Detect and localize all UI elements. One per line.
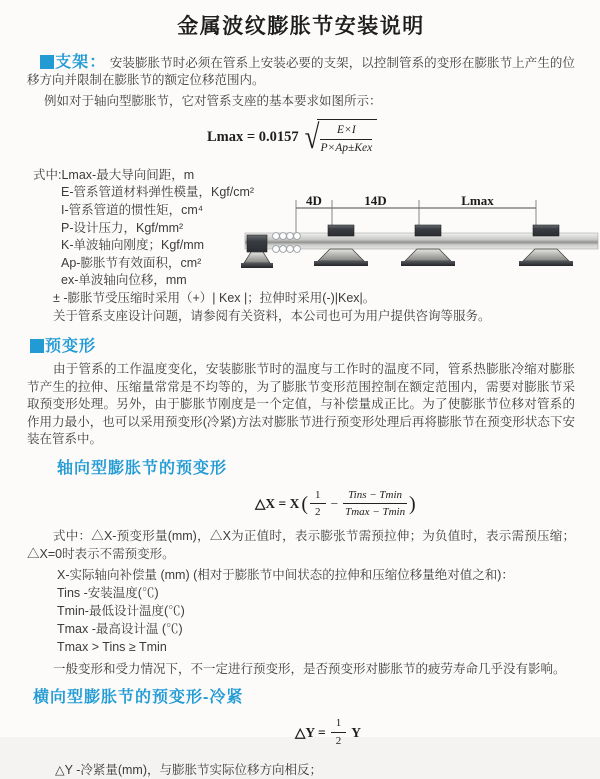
text-line: Tins -安装温度(℃) xyxy=(57,586,159,601)
close-paren: ) xyxy=(409,492,416,515)
support-example-text: 例如对于轴向型膨胀节，它对管系支座的基本要求如图所示： xyxy=(44,94,382,108)
axial-preform-formula xyxy=(255,488,575,520)
half-denominator: 2 xyxy=(335,734,342,747)
radical-sign-icon: √ xyxy=(304,118,320,156)
text-line: 式中:Lmax-最大导向间距，m xyxy=(33,167,195,182)
temp-denominator: Tmax − Tmin xyxy=(345,506,406,519)
half-numerator: 1 xyxy=(310,488,326,504)
text-line: I-管系管道的惯性矩，cm⁴ xyxy=(61,203,204,218)
text-line: 关于管系支座设计问题，请参阅有关资料，本公司也可为用户提供咨询等服务。 xyxy=(53,308,491,323)
axial-params-list xyxy=(57,567,575,656)
support-section-title: 支架： xyxy=(55,54,107,71)
formula-lhs: △Y = xyxy=(295,724,326,740)
axial-explain-paragraph: 式中：△X-预变形量(mm)，△X为正值时，表示膨张节需预拉伸；为负值时，表示需预压缩；△X=0时表示不需预变形。 xyxy=(27,529,575,561)
temp-numerator: Tins − Tmin xyxy=(343,488,407,504)
section-marker-icon xyxy=(40,55,54,69)
half-denominator: 2 xyxy=(315,506,321,519)
dim-label-4d: 4D xyxy=(306,193,322,208)
formula-lhs: Lmax = 0.0157 xyxy=(207,128,299,145)
preform-section-heading xyxy=(30,338,575,356)
lateral-preform-formula xyxy=(295,716,575,748)
lmax-formula xyxy=(207,119,575,156)
text-line: Ap-膨胀节有效面积，cm² xyxy=(61,255,202,270)
lateral-note-text: △Y -冷紧量(mm)，与膨胀节实际位移方向相反； xyxy=(55,762,323,777)
text-line: K-单波轴向刚度；Kgf/mm xyxy=(61,238,205,253)
open-paren: ( xyxy=(301,492,308,515)
axial-subsection-title: 轴向型膨胀节的预变形 xyxy=(57,459,228,477)
text-line: Tmax > Tins ≥ Tmin xyxy=(57,639,167,654)
preform-paragraph: 由于管系的工作温度变化，安装膨胀节时的温度与工作时的温度不同，管系热膨胀冷缩对膨胀节产生的拉伸、压缩量常常是不均等的，为了膨胀节变形范围控制在额定范围内，需要对膨胀节采取预变形处理。另外，由于膨胀节刚度是一个定值，与补偿量成正比。为了使膨胀节位移对管系的作用力最小，也可以采用预变形(冷紧)方法对膨胀节进行预变形处理后再将膨胀节在预变形状态下安装在管系中。 xyxy=(27,362,575,447)
text-line: Tmax -最高设计温 (℃) xyxy=(57,621,183,636)
formula-numerator: E×I xyxy=(320,123,372,140)
preform-section-title: 预变形 xyxy=(45,338,97,356)
support-spacing-diagram xyxy=(243,192,600,284)
lateral-subsection-title: 横向型膨胀节的预变形-冷紧 xyxy=(33,689,244,707)
minus-sign: − xyxy=(330,496,339,512)
page-title: 金属波纹膨胀节安装说明 xyxy=(177,15,425,38)
text-line: P-设计压力，Kgf/mm² xyxy=(61,220,184,235)
formula-suffix: Y xyxy=(351,724,361,740)
dim-label-lmax: Lmax xyxy=(461,193,494,208)
dim-label-14d: 14D xyxy=(364,193,387,208)
text-line: ex-单波轴向位移，mm xyxy=(61,273,187,288)
formula-denominator: P×Ap±Kex xyxy=(320,141,373,154)
support-intro-text: 安装膨胀节时必须在管系上安装必要的支架，以控制管系的变形在膨胀节上产生的位移方向并限制在膨胀节的额定位移范围内。 xyxy=(27,56,575,87)
radical-body xyxy=(317,119,377,156)
section-marker-icon xyxy=(30,339,44,353)
text-line: Tmin-最低设计温度(℃) xyxy=(57,603,185,618)
formula-lhs: △X = X xyxy=(255,496,300,512)
text-line: ± -膨胀节受压缩时采用（+）| Kex |；拉伸时采用(-)|Kex|。 xyxy=(53,291,376,306)
half-numerator: 1 xyxy=(331,716,347,732)
text-line: X-实际轴向补偿量 (mm) (相对于膨胀节中间状态的拉伸和压缩位移量绝对值之和)： xyxy=(57,568,514,583)
support-intro-paragraph xyxy=(27,54,575,89)
text-line: E-管系管道材料弹性模量，Kgf/cm² xyxy=(61,185,255,200)
axial-note-text: 一般变形和受力情况下，不一定进行预变形，是否预变形对膨胀节的疲劳寿命几乎没有影响。 xyxy=(53,662,566,677)
